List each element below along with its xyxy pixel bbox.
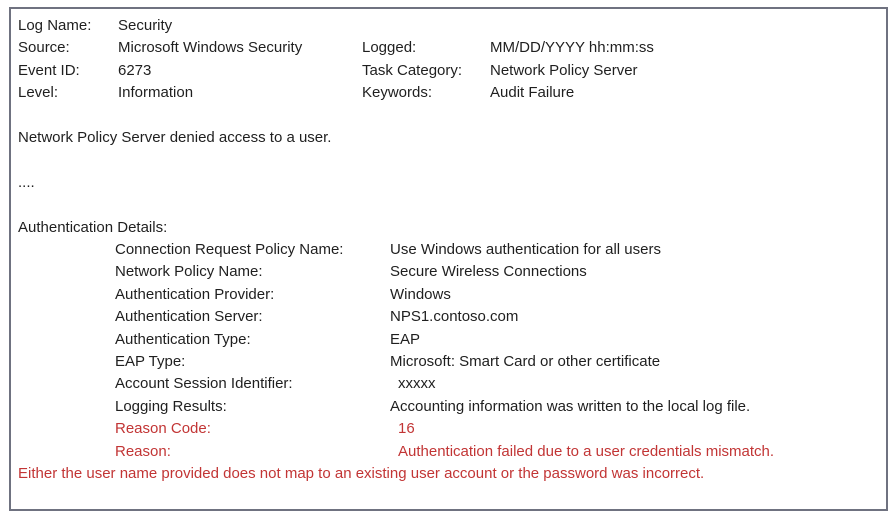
detail-label: Account Session Identifier: — [115, 375, 293, 393]
detail-value: Use Windows authentication for all users — [390, 241, 661, 259]
detail-value: EAP — [390, 330, 421, 348]
detail-value: Secure Wireless Connections — [390, 263, 587, 281]
detail-value: NPS1.contoso.com — [390, 308, 519, 326]
detail-value: Microsoft: Smart Card or other certificate — [390, 353, 661, 371]
detail-label: Logging Results: — [115, 397, 227, 415]
row-authentication-provider — [18, 284, 876, 306]
detail-value: xxxxx — [398, 375, 436, 393]
field-label: Level: — [18, 84, 59, 102]
detail-label: Reason: — [115, 442, 171, 460]
row-network-policy-name — [18, 261, 876, 283]
event-log-panel — [9, 7, 888, 511]
row-account-session-identifier — [18, 373, 876, 395]
row-connection-request-policy — [18, 239, 876, 261]
detail-label: Authentication Type: — [115, 330, 251, 348]
detail-value: Accounting information was written to the local log file. — [390, 397, 751, 415]
field-label: Keywords: — [362, 84, 433, 102]
detail-label: Authentication Server: — [115, 308, 263, 326]
header-row-level-keywords — [18, 82, 876, 104]
row-logging-results — [18, 396, 876, 418]
header-row-log-name — [18, 15, 876, 37]
detail-value: Authentication failed due to a user credentials mismatch. — [398, 442, 775, 460]
field-label: Event ID: — [18, 61, 80, 79]
row-authentication-server — [18, 306, 876, 328]
row-reason-code — [18, 418, 876, 440]
field-label: Source: — [18, 39, 70, 57]
detail-label: EAP Type: — [115, 353, 186, 371]
ellipsis-text: .... — [18, 173, 35, 191]
detail-label: Network Policy Name: — [115, 263, 263, 281]
detail-label: Connection Request Policy Name: — [115, 241, 344, 259]
field-label: Logged: — [362, 39, 417, 57]
detail-value: 16 — [398, 420, 415, 438]
detail-label: Reason Code: — [115, 420, 211, 438]
field-value: Information — [118, 84, 194, 102]
field-label: Log Name: — [18, 17, 92, 34]
field-label: Task Category: — [362, 61, 463, 79]
detail-label: Authentication Provider: — [115, 285, 275, 303]
detail-value: Windows — [390, 285, 451, 303]
event-description: Network Policy Server denied access to a user. — [18, 129, 332, 147]
field-value: 6273 — [118, 61, 152, 79]
row-eap-type — [18, 351, 876, 373]
row-authentication-type — [18, 329, 876, 351]
field-value: Network Policy Server — [490, 61, 638, 79]
field-value: Audit Failure — [490, 84, 575, 102]
header-row-eventid-taskcategory — [18, 60, 876, 82]
field-value: Security — [118, 17, 173, 34]
field-value: MM/DD/YYYY hh:mm:ss — [490, 39, 654, 57]
header-row-source-logged — [18, 37, 876, 59]
row-reason — [18, 441, 876, 463]
reason-footer-text: Either the user name provided does not map to an existing user account or the password was incorrect. — [18, 465, 705, 483]
field-value: Microsoft Windows Security — [118, 39, 303, 57]
section-title-authentication-details: Authentication Details: — [18, 218, 168, 236]
